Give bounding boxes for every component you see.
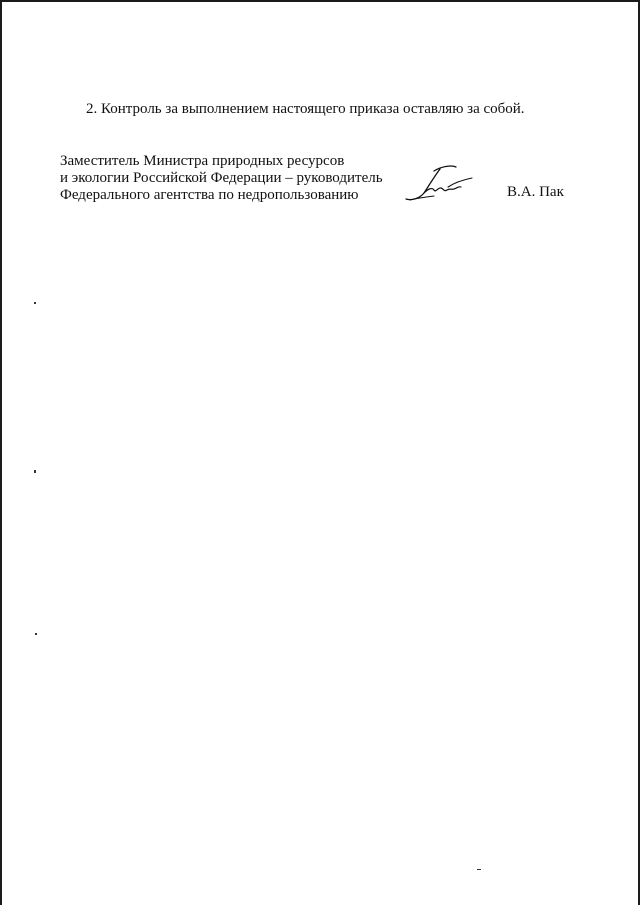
scan-speck	[477, 869, 481, 870]
scan-speck	[34, 470, 36, 473]
scan-border-left	[0, 0, 2, 905]
handwritten-signature	[404, 163, 476, 205]
clause-paragraph: 2. Контроль за выполнением настоящего приказа оставляю за собой.	[86, 101, 525, 117]
signer-position	[60, 153, 383, 204]
scan-border-top	[0, 0, 640, 2]
scan-speck	[35, 633, 37, 635]
signer-name: В.А. Пак	[507, 184, 564, 200]
scan-speck	[34, 302, 36, 304]
signer-position-line-1: Заместитель Министра природных ресурсов	[60, 153, 345, 169]
signer-position-line-3: Федерального агентства по недропользованию	[60, 187, 359, 203]
signer-position-line-2: и экологии Российской Федерации – руководитель	[60, 170, 383, 186]
